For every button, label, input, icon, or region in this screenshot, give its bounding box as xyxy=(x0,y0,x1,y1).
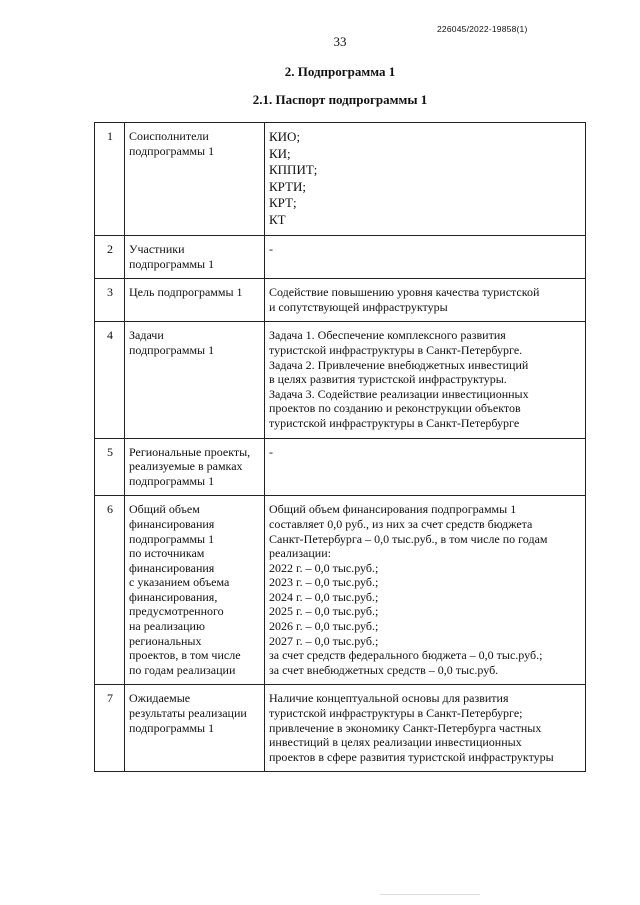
page-number: 33 xyxy=(333,34,347,49)
row-value: КИО; КИ; КППИТ; КРТИ; КРТ; КТ xyxy=(265,123,586,236)
row-label: Задачи подпрограммы 1 xyxy=(125,322,265,438)
table-row xyxy=(95,322,586,438)
table-row xyxy=(95,438,586,496)
row-label: Цель подпрограммы 1 xyxy=(125,279,265,322)
row-value: - xyxy=(265,438,586,496)
table-row xyxy=(95,279,586,322)
row-number: 5 xyxy=(95,438,125,496)
row-number: 1 xyxy=(95,123,125,236)
row-label: Ожидаемые результаты реализации подпрограммы 1 xyxy=(125,685,265,772)
subprogram-passport-table xyxy=(94,122,586,772)
page-footer-rule xyxy=(380,894,480,895)
table-row xyxy=(95,685,586,772)
row-number: 6 xyxy=(95,496,125,685)
row-number: 4 xyxy=(95,322,125,438)
row-label: Соисполнители подпрограммы 1 xyxy=(125,123,265,236)
row-value: Наличие концептуальной основы для развития туристской инфраструктуры в Санкт-Петербурге; привлечение в экономику Санкт-Петербурга частных инвестиций в целях реализации инвестиционных проектов в сфере развития туристской инфраструктуры xyxy=(265,685,586,772)
table-row xyxy=(95,123,586,236)
row-value: Задача 1. Обеспечение комплексного развития туристской инфраструктуры в Санкт-Петербурге. Задача 2. Привлечение внебюджетных инвестиций в целях развития туристской инфраструктуры. Задача 3. Содействие реализации инвестиционных проектов по созданию и реконструкции объектов туристской инфраструктуры в Санкт-Петербурге xyxy=(265,322,586,438)
row-label: Региональные проекты, реализуемые в рамках подпрограммы 1 xyxy=(125,438,265,496)
row-number: 3 xyxy=(95,279,125,322)
row-value: Содействие повышению уровня качества туристской и сопутствующей инфраструктуры xyxy=(265,279,586,322)
row-number: 2 xyxy=(95,236,125,279)
row-label: Участники подпрограммы 1 xyxy=(125,236,265,279)
row-label: Общий объем финансирования подпрограммы 1 по источникам финансирования с указанием объема финансирования, предусмотренного на реализацию региональных проектов, в том числе по годам реализации xyxy=(125,496,265,685)
document-registration-number: 226045/2022-19858(1) xyxy=(437,24,528,34)
section-title: 2. Подпрограмма 1 xyxy=(284,64,396,79)
row-value: Общий объем финансирования подпрограммы 1 составляет 0,0 руб., из них за счет средств бюджета Санкт-Петербурга – 0,0 тыс.руб., в том числе по годам реализации: 2022 г. – 0,0 тыс.руб.; 2023 г. – 0,0 тыс.руб.; 2024 г. – 0,0 тыс.руб.; 2025 г. – 0,0 тыс.руб.; 2026 г. – 0,0 тыс.руб.; 2027 г. – 0,0 тыс.руб.; за счет средств федерального бюджета – 0,0 тыс.руб.; за счет внебюджетных средств – 0,0 тыс.руб. xyxy=(265,496,586,685)
table-row xyxy=(95,496,586,685)
row-value: - xyxy=(265,236,586,279)
table-row xyxy=(95,236,586,279)
section-subtitle: 2.1. Паспорт подпрограммы 1 xyxy=(252,92,428,107)
row-number: 7 xyxy=(95,685,125,772)
